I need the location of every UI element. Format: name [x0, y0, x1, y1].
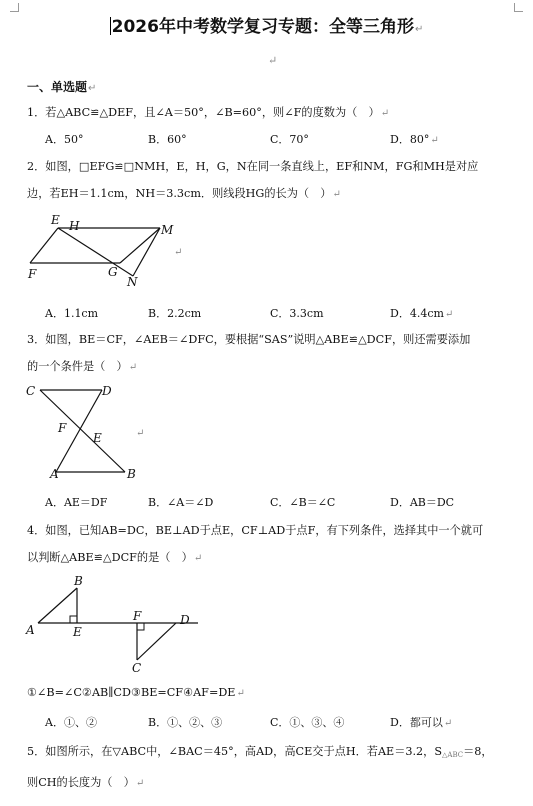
question-1-stem: 1．若△ABC≌△DEF，且∠A＝50°，∠B=60°，则∠F的度数为（ ）↵ — [27, 106, 390, 119]
document-title: 2026年中考数学复习专题：全等三角形↵ — [111, 17, 424, 37]
q2-label-e: E — [51, 213, 60, 227]
q2-label-n: N — [127, 275, 138, 289]
q2-option-c[interactable]: C．3.3cm — [270, 307, 324, 320]
paragraph-mark: ↵ — [174, 247, 183, 258]
q4-conditions: ①∠B=∠C②AB∥CD③BE=CF④AF=DE↵ — [27, 686, 245, 699]
q2-option-d[interactable]: D．4.4cm↵ — [390, 307, 454, 320]
q3-label-d: D — [102, 384, 112, 398]
q2-option-a[interactable]: A．1.1cm — [45, 307, 99, 320]
paragraph-mark: ↵ — [268, 54, 278, 67]
question-3-stem-line-1: 3．如图，BE＝CF，∠AEB＝∠DFC，要根据“SAS”说明△ABE≌△DCF，则还需要添加 — [27, 333, 471, 346]
q2-label-m: M — [161, 223, 174, 237]
q2-label-f: F — [28, 267, 37, 281]
section-heading: 一、单选题↵ — [27, 80, 97, 94]
q2-option-b[interactable]: B．2.2cm — [148, 307, 202, 320]
area-subscript: △ABC — [442, 751, 464, 759]
q1-option-a[interactable]: A．50° — [45, 133, 84, 146]
q1-option-d[interactable]: D．80°↵ — [390, 133, 439, 146]
q3-option-b[interactable]: B．∠A＝∠D — [148, 496, 214, 509]
q4-option-b[interactable]: B．①、②、③ — [148, 716, 223, 729]
question-5-stem-line-1: 5．如图所示，在▽ABC中，∠BAC＝45°，高AD，高CE交于点H．若AE＝3.2，$S_{\triangle ABC}=8$， — [27, 745, 493, 759]
q3-label-b: B — [127, 467, 136, 481]
question-4-stem-line-2: 以判断△ABE≌△DCF的是（ ）↵ — [27, 551, 203, 564]
q3-label-a: A — [50, 467, 59, 481]
question-2-stem-line-1: 2．如图，□EFG≌□NMH，E，H，G，N在同一条直线上，EF和NM，FG和MH是对应 — [27, 160, 479, 173]
q2-label-h: H — [69, 219, 80, 233]
q3-bowtie-figure — [20, 380, 150, 485]
q2-label-g: G — [108, 265, 118, 279]
q4-option-d[interactable]: D．都可以↵ — [390, 716, 453, 729]
q1-option-c[interactable]: C．70° — [270, 133, 309, 146]
q3-option-d[interactable]: D．AB＝DC — [390, 496, 455, 509]
q4-label-a: A — [26, 623, 35, 637]
q2-parallelogram-figure — [20, 208, 195, 290]
text-cursor — [110, 17, 111, 35]
q3-label-e: E — [93, 431, 102, 445]
question-5-stem-line-2: 则CH的长度为（ ）↵ — [27, 776, 145, 789]
q3-label-c: C — [26, 384, 36, 398]
q4-label-e: E — [73, 625, 82, 639]
q4-triangles-figure — [20, 572, 205, 677]
q3-label-f: F — [58, 421, 67, 435]
q1-option-b[interactable]: B．60° — [148, 133, 187, 146]
question-2-stem-line-2: 边，若EH＝1.1cm，NH＝3.3cm．则线段HG的长为（ ）↵ — [27, 187, 341, 200]
page-corner-mark — [514, 3, 523, 12]
q3-option-c[interactable]: C．∠B＝∠C — [270, 496, 336, 509]
question-3-stem-line-2: 的一个条件是（ ）↵ — [27, 360, 138, 373]
paragraph-mark: ↵ — [414, 24, 424, 35]
question-4-stem-line-1: 4．如图，已知AB=DC，BE⊥AD于点E，CF⊥AD于点F，有下列条件，选择其中一个就可 — [27, 524, 484, 537]
q4-label-f: F — [133, 609, 142, 623]
q4-option-a[interactable]: A．①、② — [45, 716, 97, 729]
page-corner-mark — [10, 3, 19, 12]
q4-label-c: C — [132, 661, 142, 675]
q3-option-a[interactable]: A．AE＝DF — [45, 496, 108, 509]
q4-option-c[interactable]: C．①、③、④ — [270, 716, 345, 729]
q4-label-d: D — [180, 613, 190, 627]
q4-label-b: B — [74, 574, 83, 588]
paragraph-mark: ↵ — [136, 428, 145, 439]
